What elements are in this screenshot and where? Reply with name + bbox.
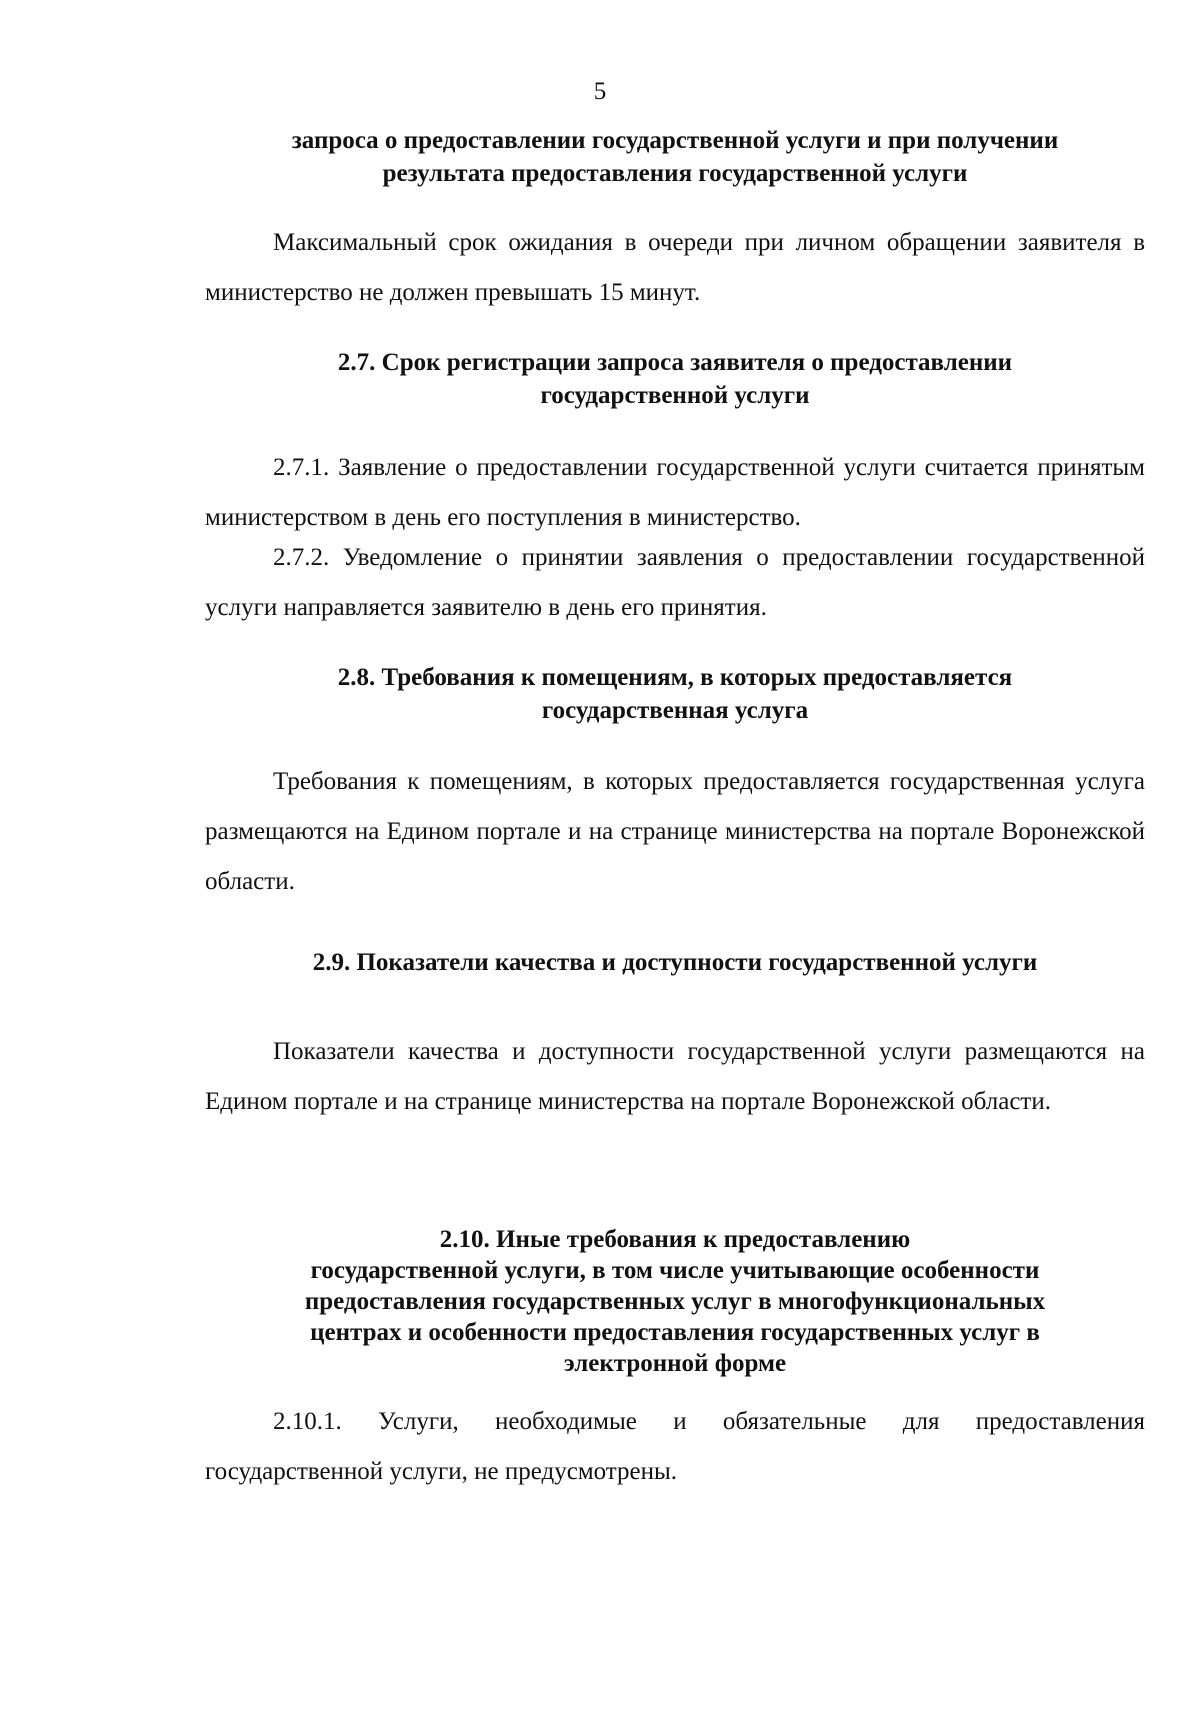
paragraph-text: Показатели качества и доступности государственной услуги размещаются на Едином портале и на странице министерства на портале Воронежской области. xyxy=(205,1038,1145,1115)
heading-2-10 xyxy=(200,1224,1150,1379)
paragraph-text: Максимальный срок ожидания в очереди при личном обращении заявителя в министерство не должен превышать 15 минут. xyxy=(205,229,1145,306)
heading-line: государственная услуга xyxy=(541,697,809,724)
page-number: 5 xyxy=(593,78,607,105)
paragraph-text: 2.7.2. Уведомление о принятии заявления о предоставлении государственной услуги направляется заявителю в день его принятия. xyxy=(205,544,1145,621)
heading-line: 2.8. Требования к помещениям, в которых предоставляется xyxy=(337,664,1013,691)
paragraph-2-10-1 xyxy=(205,1397,1145,1497)
paragraph-2-7-1 xyxy=(205,443,1145,543)
paragraph-text: 2.7.1. Заявление о предоставлении государственной услуги считается принятым министерством в день его поступления в министерство. xyxy=(205,454,1145,531)
paragraph-2-8 xyxy=(205,757,1145,907)
heading-line: 2.7. Срок регистрации запроса заявителя о предоставлении xyxy=(337,349,1013,376)
heading-line: предоставления государственных услуг в многофункциональных xyxy=(304,1288,1046,1315)
heading-2-8 xyxy=(200,661,1150,727)
heading-line: 2.10. Иные требования к предоставлению xyxy=(439,1226,911,1253)
heading-continuation xyxy=(200,124,1150,190)
paragraph-2-7-2 xyxy=(205,533,1145,633)
heading-line: электронной форме xyxy=(563,1350,787,1377)
paragraph-2-9 xyxy=(205,1027,1145,1127)
paragraph-text: Требования к помещениям, в которых предоставляется государственная услуга размещаются на Едином портале и на странице министерства на портале Воронежской области. xyxy=(205,768,1145,895)
heading-line: государственной услуги xyxy=(540,382,810,409)
heading-2-7 xyxy=(200,346,1150,412)
paragraph-text: 2.10.1. Услуги, необходимые и обязательные для предоставления государственной услуги, не предусмотрены. xyxy=(205,1408,1145,1485)
heading-line: центрах и особенности предоставления государственных услуг в xyxy=(310,1319,1040,1346)
heading-line: запроса о предоставлении государственной услуги и при получении xyxy=(291,127,1059,154)
heading-line: 2.9. Показатели качества и доступности государственной услуги xyxy=(312,949,1038,976)
heading-2-9 xyxy=(200,946,1150,979)
paragraph-waiting-time xyxy=(205,218,1145,318)
heading-line: государственной услуги, в том числе учитывающие особенности xyxy=(310,1257,1040,1284)
heading-line: результата предоставления государственной услуги xyxy=(382,160,968,187)
